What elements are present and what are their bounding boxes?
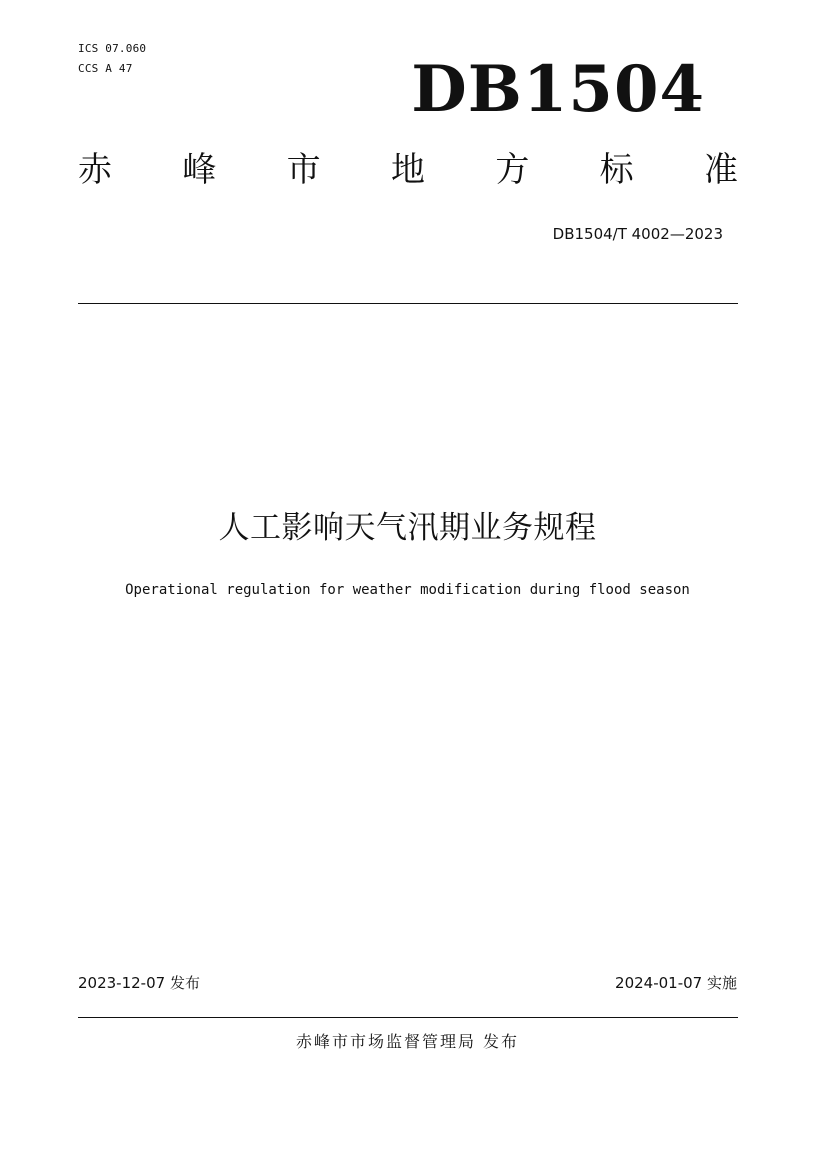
standard-category	[78, 146, 738, 194]
ics-code: ICS 07.060	[78, 42, 147, 55]
ccs-code: CCS A 47	[78, 62, 133, 75]
issue-date: 2023-12-07 发布	[78, 974, 200, 992]
category-char: 准	[703, 150, 738, 190]
category-char: 赤	[78, 150, 112, 190]
publisher: 赤峰市市场监督管理局 发布	[295, 1032, 520, 1051]
bottom-divider	[78, 1017, 738, 1018]
document-title-chinese: 人工影响天气汛期业务规程	[218, 510, 597, 546]
category-char: 方	[495, 150, 530, 190]
category-char: 地	[390, 150, 425, 190]
document-title-english: Operational regulation for weather modification during flood season	[125, 582, 690, 598]
standard-code-large: DB1504	[411, 52, 705, 127]
standard-number: DB1504/T 4002—2023	[552, 225, 723, 243]
category-char: 市	[286, 150, 321, 190]
category-char: 标	[599, 150, 634, 190]
category-char: 峰	[182, 150, 217, 190]
top-divider	[78, 303, 738, 304]
implementation-date: 2024-01-07 实施	[615, 974, 737, 992]
